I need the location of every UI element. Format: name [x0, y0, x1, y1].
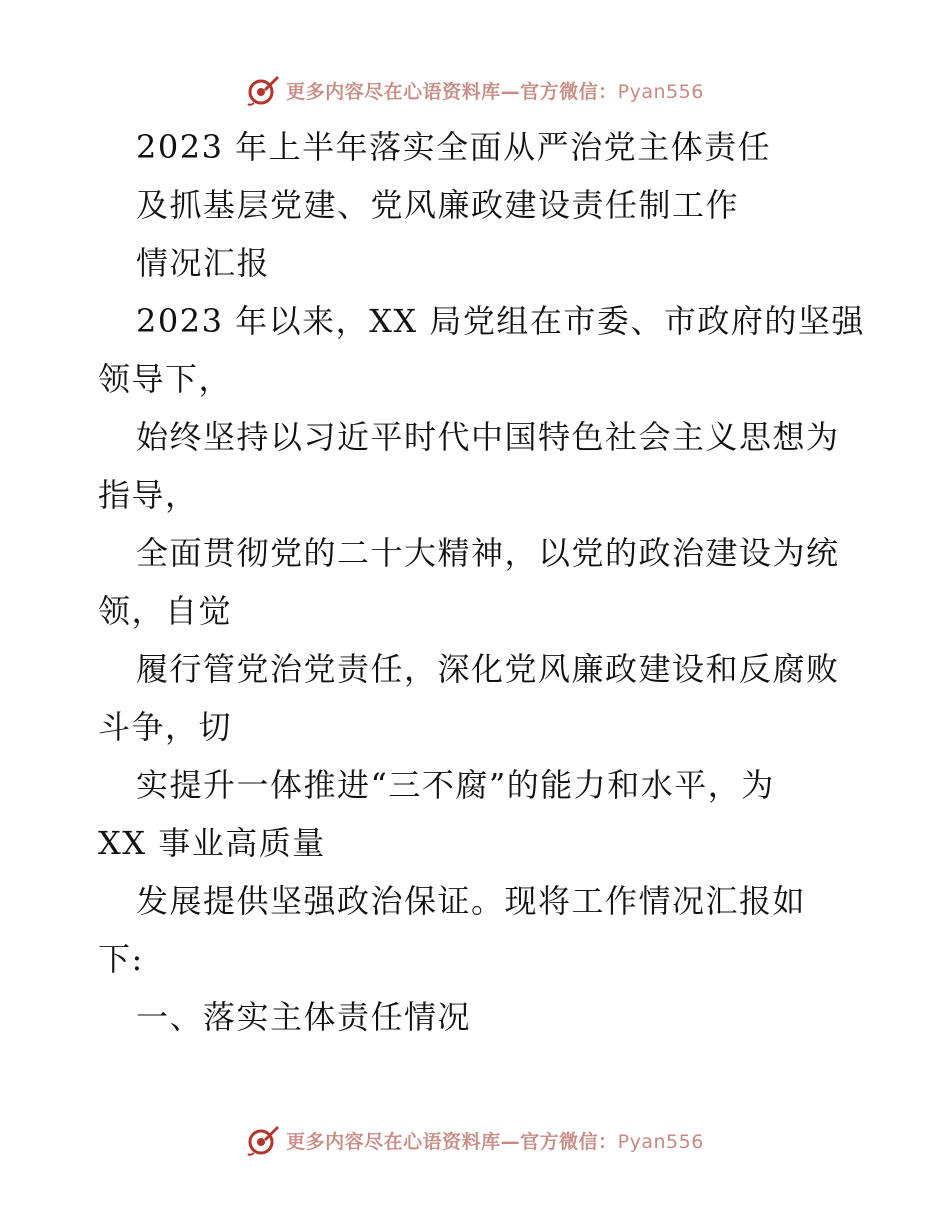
- text-line: XX 事业高质量: [98, 824, 326, 862]
- watermark-id: Pyan556: [617, 80, 704, 103]
- text-line: 下:: [98, 940, 144, 978]
- text-line: 实提升一体推进“三不腐”的能力和水平，为: [136, 766, 775, 804]
- footer-watermark: [0, 1120, 950, 1160]
- header-watermark: [0, 70, 950, 110]
- text-line: 发展提供坚强政治保证。现将工作情况汇报如: [136, 882, 807, 920]
- pen-logo-icon: [246, 1123, 280, 1157]
- text-line: 一、落实主体责任情况: [136, 998, 472, 1036]
- text-line: 领导下，: [98, 360, 233, 398]
- watermark-id: Pyan556: [617, 1130, 704, 1153]
- document-body: [98, 118, 865, 1046]
- pen-logo-icon: [246, 73, 280, 107]
- text-line: 情况汇报: [136, 244, 271, 282]
- text-line: 2023 年上半年落实全面从严治党主体责任: [136, 128, 772, 166]
- text-line: 领，自觉: [98, 592, 233, 630]
- text-line: 指导，: [98, 476, 199, 514]
- text-line: 履行管党治党责任，深化党风廉政建设和反腐败: [136, 650, 840, 688]
- text-line: 斗争，切: [98, 708, 233, 746]
- text-line: 及抓基层党建、党风廉政建设责任制工作: [136, 186, 740, 224]
- text-line: 2023 年以来，XX 局党组在市委、市政府的坚强: [136, 302, 865, 340]
- watermark-text: 更多内容尽在心语资料库—官方微信：: [286, 1130, 618, 1153]
- text-line: 全面贯彻党的二十大精神，以党的政治建设为统: [136, 534, 840, 572]
- watermark-text: 更多内容尽在心语资料库—官方微信：: [286, 80, 618, 103]
- text-line: 始终坚持以习近平时代中国特色社会主义思想为: [136, 418, 840, 456]
